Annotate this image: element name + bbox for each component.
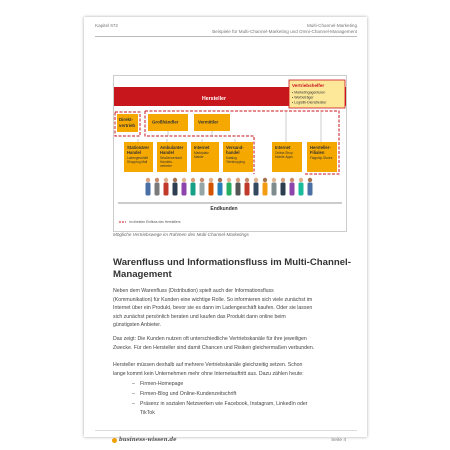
footer-logo[interactable]: business-wissen.de [119, 437, 177, 443]
list-item: – Präsenz in sozialen Netzwerken wie Facebook, Instagram, LinkedIn oder TikTok [132, 401, 308, 416]
paragraph-1-line: (Kommunikation) für Kunden eine wichtige Rolle. So informieren sich viele zunächst im [113, 296, 313, 303]
list-item: – Firmen-Homepage [132, 381, 184, 387]
channel-ambulant-sub-2: Handels- [160, 160, 173, 164]
channel-stationary-sub-1: Ladengeschäft [127, 156, 148, 160]
customers-illustration [146, 178, 313, 196]
channel-ambulant-sub-1: Straßenverkauf [160, 156, 182, 160]
person-5 [182, 178, 187, 196]
broker-label: Vermittler [198, 119, 219, 125]
paragraph-3-line: Hersteller müssen deshalb auf mehrere Vertriebskanäle gleichzeitig setzen. Schon [113, 362, 303, 368]
person-19 [308, 178, 313, 196]
person-2 [155, 178, 160, 196]
paragraph-2 [113, 335, 350, 352]
header-divider [95, 36, 357, 37]
channel-internet-marketplace-sub-1: Marktplatz [194, 151, 209, 155]
person-7 [200, 178, 205, 196]
channel-internet-shop-sub-2: Mobile-Apps [275, 155, 293, 159]
paragraph-1-line: Internet über ein Produkt, bevor sie es dann im Ladengeschäft kaufen. Oder sie lassen [113, 305, 313, 311]
person-10 [227, 178, 232, 196]
distribution-diagram [113, 75, 347, 232]
paragraph-3-line: lange kommt kein Unternehmen mehr ohne Internetauftritt aus. Dazu zählen heute: [113, 370, 304, 377]
list-item-text-cont: TikTok [140, 409, 155, 416]
running-title: Multi-Channel-Marketing [306, 23, 357, 28]
person-6 [191, 178, 196, 196]
channel-mail-order-title-1: Versand- [226, 145, 244, 150]
diagram-svg [114, 76, 346, 231]
paragraph-1-line: Neben dem Warenfluss (Distribution) spielt auch der Informationsfluss [113, 288, 274, 294]
person-1 [146, 178, 151, 196]
running-header [212, 23, 357, 36]
person-4 [173, 178, 178, 196]
direct-sales-label-1: Direkt- [119, 117, 133, 122]
paragraph-1-line: sich zunächst persönlich beraten und kaufen das Produkt dann online beim [113, 313, 286, 320]
channel-mail-order-title-2: handel [226, 150, 240, 155]
footer-divider [95, 430, 357, 431]
section-heading: Warenfluss und Informationsfluss im Multi-Channel-Management [113, 257, 351, 280]
figure-caption: Mögliche Vertriebswege im Rahmen des Multi-Channel-Marketings [113, 232, 249, 237]
direct-sales-label-2: vertrieb [119, 123, 136, 128]
channel-stationary-title-2: Handel [127, 150, 141, 155]
paragraph-1 [113, 287, 350, 330]
channel-list [132, 380, 352, 419]
legend-label: im direkten Einfluss des Herstellers [129, 220, 181, 225]
producer-label: Hersteller [202, 96, 226, 102]
helper-item-2: • Werbeträger [292, 95, 314, 100]
chapter-label: Kapitel 672 [95, 23, 118, 28]
paragraph-1-line: günstigsten Anbieter. [113, 322, 162, 328]
person-12 [245, 178, 250, 196]
person-14 [263, 178, 268, 196]
person-16 [281, 178, 286, 196]
page-number: Seite 4 [331, 438, 346, 443]
channel-ambulant-title-1: Ambulanter [160, 145, 184, 150]
list-item: – Firmen-Blog und Online-Kundenzeitschrift [132, 391, 237, 398]
person-15 [272, 178, 277, 196]
list-item-text: Firmen-Homepage [140, 381, 184, 387]
document-page [84, 17, 367, 443]
channel-branches-title-2: Filialen [310, 150, 325, 155]
channel-stationary-sub-2: Shopping Mall [127, 160, 148, 164]
running-subtitle: Beispiele für Multi-Channel-Marketing und Omni-Channel-Management [212, 29, 357, 35]
paragraph-3 [113, 361, 350, 378]
person-18 [299, 178, 304, 196]
wholesale-label: Großhändler [152, 119, 179, 125]
list-item-text: Firmen-Blog und Online-Kundenzeitschrift [140, 391, 237, 398]
person-11 [236, 178, 241, 196]
person-13 [254, 178, 259, 196]
channel-ambulant-sub-3: vertreter [160, 164, 172, 168]
channel-internet-marketplace-sub-2: Makler [194, 155, 204, 159]
channel-branches-sub-1: Flagship-Stores [310, 156, 333, 160]
person-9 [218, 178, 223, 196]
customers-label: Endkunden [210, 206, 238, 212]
paragraph-2-line: Das zeigt: Die Kunden nutzen oft unterschiedliche Vertriebskanäle für ihre jeweiligen [113, 336, 307, 342]
helper-item-3: • Logistik-Dienstleister [292, 100, 327, 105]
person-17 [290, 178, 295, 196]
person-3 [164, 178, 169, 196]
channel-branches-title-1: Hersteller- [310, 145, 331, 150]
channel-internet-shop-sub-1: Online-Shop [275, 151, 293, 155]
channel-mail-order-sub-2: Teleshopping [226, 160, 245, 164]
helpers-title: Vertriebshelfer [292, 83, 325, 88]
channel-internet-shop-title: Internet [275, 145, 291, 150]
list-item-text: Präsenz in sozialen Netzwerken wie Facebook, Instagram, LinkedIn oder [140, 401, 308, 408]
helper-item-1: • Marketingagenturen [292, 90, 326, 95]
channel-stationary-title-1: Stationärer [127, 145, 150, 150]
channel-ambulant-title-2: Handel [160, 150, 174, 155]
person-8 [209, 178, 214, 196]
channel-mail-order-sub-1: Katalog [226, 156, 237, 160]
logo-dot-icon [112, 438, 117, 443]
channel-internet-marketplace-title: Internet [194, 145, 210, 150]
paragraph-2-line: Zwecke. Für den Hersteller sind damit Chancen und Risiken gleichermaßen verbunden. [113, 344, 315, 351]
